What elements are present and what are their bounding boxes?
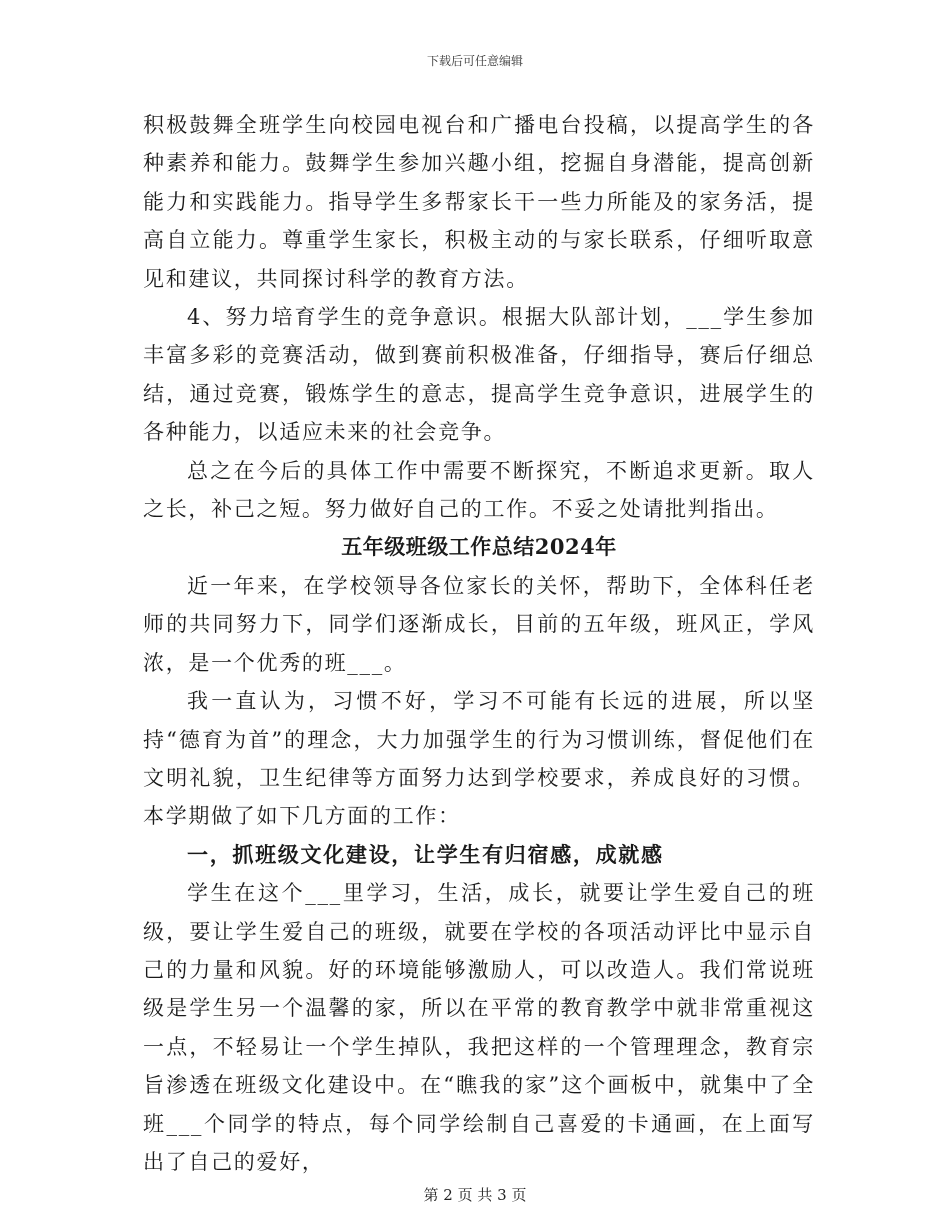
page-header-note: 下载后可任意编辑 xyxy=(426,54,523,68)
page-number: 第 2 页 共 3 页 xyxy=(423,1186,527,1204)
subheading-1: 一，抓班级文化建设，让学生有归宿感，成就感 xyxy=(187,841,664,867)
paragraph-1: 积极鼓舞全班学生向校园电视台和广播电台投稿，以提高学生的各种素养和能力。鼓舞学生参加兴趣小组，挖掘自身潜能，提高创新能力和实践能力。指导学生多帮家长干一些力所能及的家务活，提高自立能力。尊重学生家长，积极主动的与家长联系，仔细听取意见和建议，共同探讨科学的教育方法。 xyxy=(143,113,815,291)
document-body xyxy=(143,106,815,1181)
paragraph-2: 4、努力培育学生的竞争意识。根据大队部计划，___学生参加丰富多彩的竞赛活动，做到赛前积极准备，仔细指导，赛后仔细总结，通过竞赛，锻炼学生的意志，提高学生竞争意识，进展学生的各种能力，以适应未来的社会竞争。 xyxy=(143,305,815,445)
paragraph-5: 我一直认为，习惯不好，学习不可能有长远的进展，所以坚持“德育为首”的理念，大力加强学生的行为习惯训练，督促他们在文明礼貌，卫生纪律等方面努力达到学校要求，养成良好的习惯。本学期做了如下几方面的工作： xyxy=(143,689,815,829)
paragraph-6: 学生在这个___里学习，生活，成长，就要让学生爱自己的班级，要让学生爱自己的班级，就要在学校的各项活动评比中显示自己的力量和风貌。好的环境能够激励人，可以改造人。我们常说班级是学生另一个温馨的家，所以在平常的教育教学中就非常重视这一点，不轻易让一个学生掉队，我把这样的一个管理理念，教育宗旨渗透在班级文化建设中。在“瞧我的家”这个画板中，就集中了全班___个同学的特点，每个同学绘制自己喜爱的卡通画，在上面写出了自己的爱好， xyxy=(143,881,815,1174)
paragraph-3: 总之在今后的具体工作中需要不断探究，不断追求更新。取人之长，补己之短。努力做好自己的工作。不妥之处请批判指出。 xyxy=(143,458,815,522)
section-title: 五年级班级工作总结2024年 xyxy=(341,534,617,560)
paragraph-4: 近一年来，在学校领导各位家长的关怀，帮助下，全体科任老师的共同努力下，同学们逐渐成长，目前的五年级，班风正，学风浓，是一个优秀的班___。 xyxy=(143,573,815,675)
